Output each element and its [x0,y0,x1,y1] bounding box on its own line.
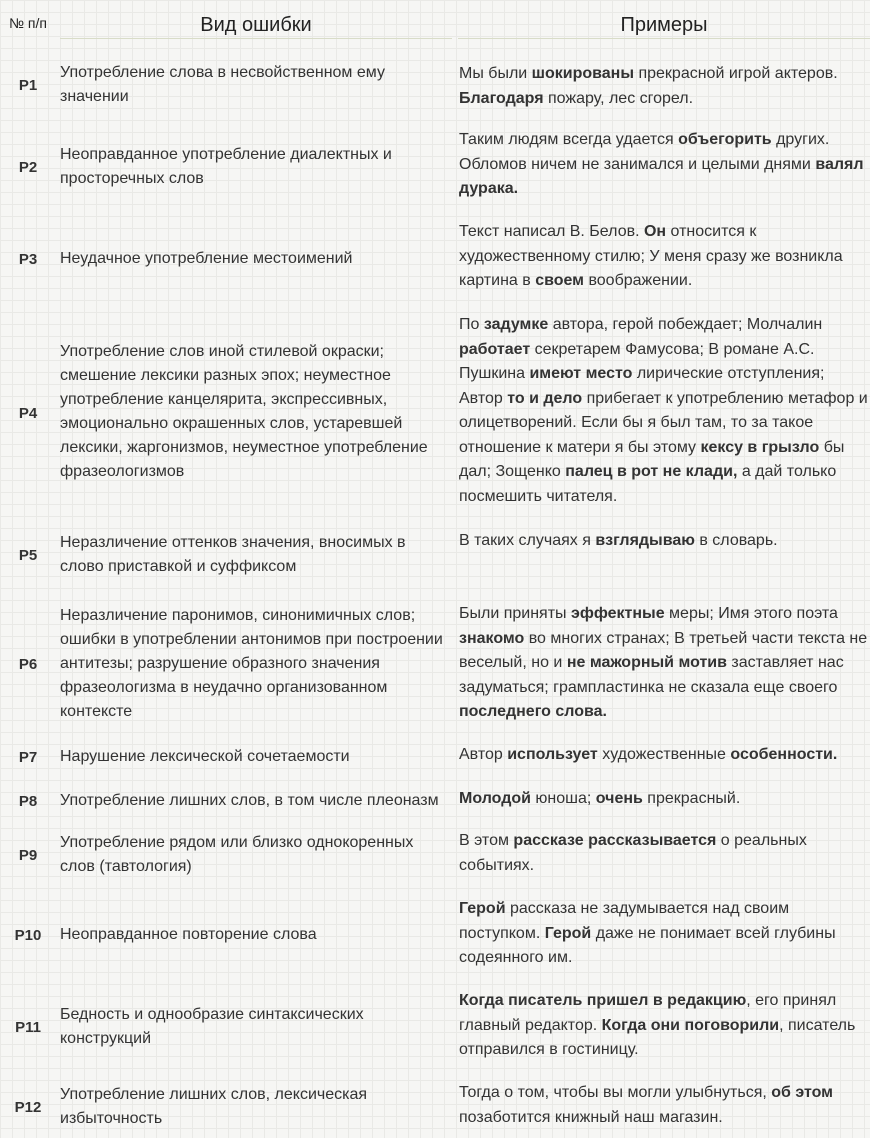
example-text: Были приняты эффектные меры; Имя этого поэта знакомо во многих странах; В третьей части текста не веселый, но и не мажорный мотив заставляет нас задуматься; грампластинка не сказала еще своего последнего слова. [459,605,868,720]
highlighted-word: объегорить [678,131,772,148]
highlighted-word: своем [535,272,585,289]
row-code: Р3 [18,250,38,268]
example-text: Герой рассказа не задумывается над своим поступком. Герой даже не понимает всей глубины содеянного им. [459,900,836,966]
table-row [0,602,870,726]
row-code: Р10 [14,926,42,944]
table-row [0,58,870,112]
row-code: Р11 [15,1018,41,1036]
header-error-type: Вид ошибки [60,0,452,39]
row-error-type: Неоправданное повторение слова [60,926,317,943]
table-row [0,1081,870,1133]
table-row [0,829,870,881]
row-code: Р9 [18,846,38,864]
header-number: № п/п [9,15,47,31]
highlighted-word: использует [507,746,598,763]
table-row [0,220,870,298]
table-row [0,313,870,513]
example-text: По задумке автора, герой побеждает; Молчалин работает секретарем Фамусова; В романе А.С. Пушкина имеют место лирические отступления; Автор то и дело прибегает к употреблению метафор и олицетворений. Если бы я был там, то за такое отношение к матери я бы этому кексу в грызло бы дал; Зощенко палец в рот не клади, а дай только посмешить читателя. [459,316,868,505]
highlighted-word: не мажорный мотив [566,654,727,671]
example-text: Тогда о том, чтобы вы могли улыбнуться, об этом позаботится книжный наш магазин. [459,1084,833,1126]
row-code: Р6 [18,655,38,673]
row-example [459,529,870,581]
highlighted-word: задумке [483,316,549,333]
header-examples: Примеры [458,0,870,39]
row-error-type: Неразличение паронимов, синонимичных слов; ошибки в употреблении антонимов при построении антитезы; разрушение образного значения фразеологизма в неудачно организованном контексте [60,607,443,720]
highlighted-word: знакомо [459,629,525,647]
example-text: В этом рассказе рассказывается о реальных событиях. [459,832,807,874]
highlighted-word: об этом [771,1084,833,1101]
example-text: Текст написал В. Белов. Он относится к художественному стилю; У меня сразу же возникла картина в своем воображении. [459,223,843,289]
highlighted-word: Герой [459,900,506,917]
row-code: Р7 [18,748,38,766]
example-text: Молодой юноша; очень прекрасный. [459,790,741,807]
row-example [459,313,870,513]
example-text: Мы были шокированы прекрасной игрой актеров. Благодаря пожару, лес сгорел. [459,65,838,107]
row-error-type: Употребление рядом или близко однокоренных слов (тавтология) [60,834,414,875]
row-error-type: Употребление лишних слов, лексическая избыточность [60,1086,368,1127]
highlighted-word: имеют место [529,365,633,382]
highlighted-word: Благодаря [459,89,544,107]
table-row [0,989,870,1065]
highlighted-word: работает [459,340,531,358]
table-row [0,743,870,771]
highlighted-word: Герой [544,924,592,942]
table-row [0,787,870,815]
row-example [459,897,870,973]
example-text: Когда писатель пришел в редакцию, его принял главный редактор. Когда они поговорили, писатель отправился в гостиницу. [459,992,856,1058]
row-error-type: Неоправданное употребление диалектных и просторечных слов [60,146,392,187]
row-code: Р5 [18,546,38,564]
row-example [459,602,870,726]
highlighted-word: особенности. [730,746,838,763]
row-example [459,829,870,881]
row-code: Р8 [18,792,38,810]
row-error-type: Бедность и однообразие синтаксических конструкций [60,1006,364,1047]
row-code: Р1 [18,76,38,94]
highlighted-word: палец в рот не клади, [565,463,738,480]
row-code: Р12 [14,1098,42,1116]
highlighted-word: Молодой [459,790,531,807]
highlighted-word: валял дурака. [459,155,864,197]
table-row [0,897,870,973]
row-example [459,743,870,771]
row-error-type: Употребление лишних слов, в том числе плеоназм [60,792,439,809]
row-example [459,1081,870,1133]
row-example [459,220,870,298]
row-example [459,787,870,815]
example-text: Таким людям всегда удается объегорить других. Обломов ничем не занимался и целыми днями валял дурака. [459,131,864,197]
highlighted-word: эффектные [571,605,665,622]
row-code: Р4 [18,404,38,422]
highlighted-word: то и дело [507,389,583,407]
row-example [459,58,870,112]
row-error-type: Неудачное употребление местоимений [60,250,353,267]
row-error-type: Неразличение оттенков значения, вносимых в слово приставкой и суффиксом [60,534,406,575]
example-text: В таких случаях я взглядываю в словарь. [459,532,778,549]
row-error-type: Употребление слов иной стилевой окраски; смешение лексики разных эпох; неуместное употребление канцелярита, экспрессивных, эмоционально окрашенных слов, устаревшей лексики, жаргонизмов, неуместное употребление фразеологизмов [60,343,428,480]
highlighted-word: кексу в грызло [700,438,820,456]
highlighted-word: Когда писатель пришел в редакцию [459,992,747,1009]
highlighted-word: Он [643,223,667,240]
highlighted-word: Когда они поговорили [601,1016,780,1034]
row-example [459,128,870,206]
row-error-type: Нарушение лексической сочетаемости [60,748,350,765]
example-text: Автор использует художественные особенности. [459,746,838,763]
table-row [0,128,870,206]
table-row [0,529,870,581]
highlighted-word: очень [595,790,643,807]
highlighted-word: взглядываю [595,532,695,549]
row-error-type: Употребление слова в несвойственном ему значении [60,64,385,105]
row-code: Р2 [18,158,38,176]
highlighted-word: шокированы [531,65,635,82]
row-example [459,989,870,1065]
highlighted-word: последнего слова. [459,703,607,720]
highlighted-word: рассказе рассказывается [513,832,717,849]
